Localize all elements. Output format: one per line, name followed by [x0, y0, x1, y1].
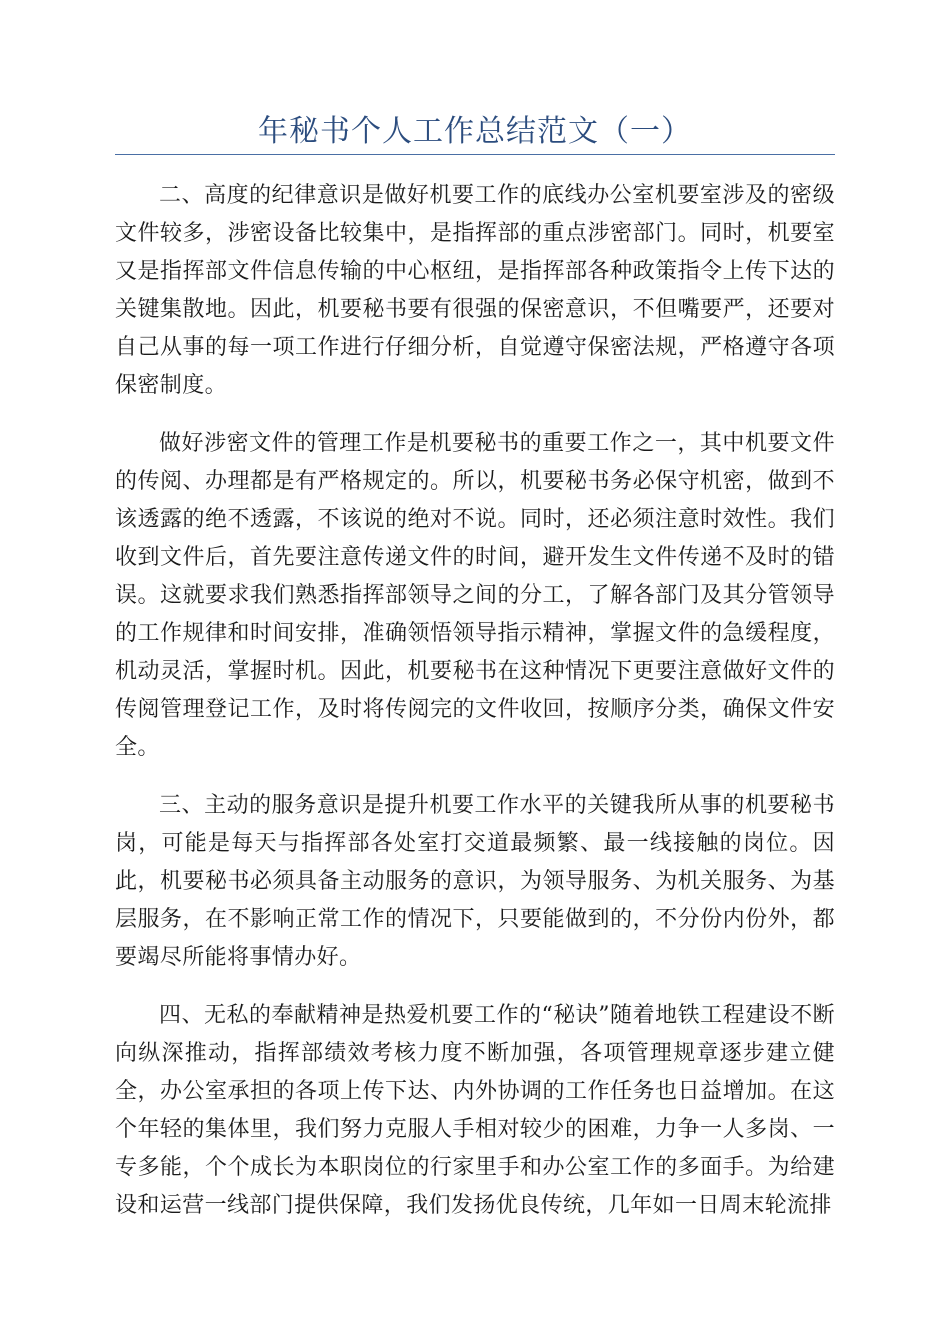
document-body	[115, 177, 835, 1245]
paragraph-service: 三、主动的服务意识是提升机要工作水平的关键我所从事的机要秘书岗，可能是每天与指挥部各处室打交道最频繁、最一线接触的岗位。因此，机要秘书必须具备主动服务的意识，为领导服务、为机关服务、为基层服务，在不影响正常工作的情况下，只要能做到的，不分份内份外，都要竭尽所能将事情办好。	[115, 793, 835, 970]
paragraph-discipline: 二、高度的纪律意识是做好机要工作的底线办公室机要室涉及的密级文件较多，涉密设备比较集中，是指挥部的重点涉密部门。同时，机要室又是指挥部文件信息传输的中心枢纽，是指挥部各种政策指令上传下达的关键集散地。因此，机要秘书要有很强的保密意识，不但嘴要严，还要对自己从事的每一项工作进行仔细分析，自觉遵守保密法规，严格遵守各项保密制度。	[115, 183, 835, 398]
document-title: 年秘书个人工作总结范文（一）	[258, 114, 692, 149]
paragraph-dedication: 四、无私的奉献精神是热爱机要工作的“秘诀”随着地铁工程建设不断向纵深推动，指挥部绩效考核力度不断加强，各项管理规章逐步建立健全，办公室承担的各项上传下达、内外协调的工作任务也日益增加。在这个年轻的集体里，我们努力克服人手相对较少的困难，力争一人多岗、一专多能，个个成长为本职岗位的行家里手和办公室工作的多面手。为给建设和运营一线部门提供保障，我们发扬优良传统，几年如一日周末轮流排	[115, 1003, 835, 1218]
paragraph-confidential-files: 做好涉密文件的管理工作是机要秘书的重要工作之一，其中机要文件的传阅、办理都是有严格规定的。所以，机要秘书务必保守机密，做到不该透露的绝不透露，不该说的绝对不说。同时，还必须注意时效性。我们收到文件后，首先要注意传递文件的时间，避开发生文件传递不及时的错误。这就要求我们熟悉指挥部领导之间的分工，了解各部门及其分管领导的工作规律和时间安排，准确领悟领导指示精神，掌握文件的急缓程度，机动灵活，掌握时机。因此，机要秘书在这种情况下更要注意做好文件的传阅管理登记工作，及时将传阅完的文件收回，按顺序分类，确保文件安全。	[115, 431, 835, 760]
title-divider	[115, 154, 835, 155]
